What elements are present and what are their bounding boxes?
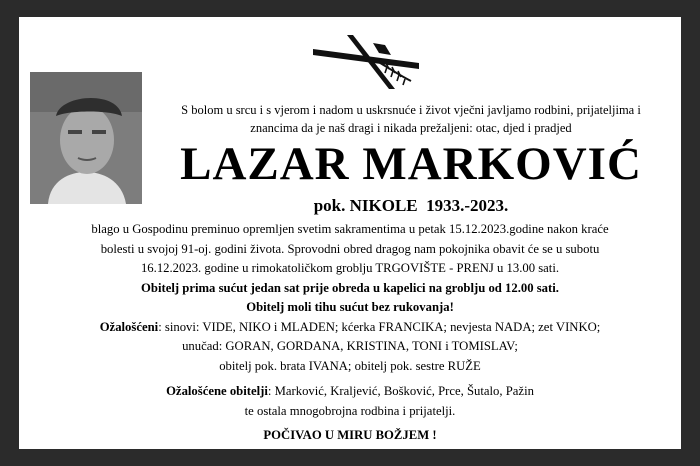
- deceased-name: LAZAR MARKOVIĆ: [180, 138, 642, 190]
- families-label: Ožalošćene obitelji: [166, 384, 268, 398]
- body-line: blago u Gospodinu preminuo opremljen svetim sakramentima u petak 15.12.2023.godine nakon kraće: [91, 222, 609, 236]
- intro-text: [147, 101, 675, 137]
- cross-with-palm-icon: [307, 31, 425, 91]
- families-list: : Marković, Kraljević, Bošković, Prce, Šutalo, Pažin: [267, 384, 534, 398]
- portrait-photo: [30, 72, 142, 204]
- body-line: obitelj pok. brata IVANA; obitelj pok. sestre RUŽE: [219, 358, 481, 373]
- mourners-list: : sinovi: VIDE, NIKO i MLADEN; kćerka FRANCIKA; nevjesta NADA; zet VINKO;: [158, 319, 601, 334]
- obituary-card: [19, 17, 681, 449]
- intro-line: S bolom u srcu i s vjerom i nadom u uskrsnuće i život vječni javljamo rodbini, prijateljima i: [181, 103, 641, 117]
- obituary-body: [29, 220, 671, 446]
- condolence-request: Obitelj moli tihu sućut bez rukovanja!: [246, 300, 454, 314]
- body-line: te ostala mnogobrojna rodbina i prijatelji.: [244, 403, 456, 418]
- body-line: unučad: GORAN, GORDANA, KRISTINA, TONI i TOMISLAV;: [182, 339, 518, 353]
- closing-line: POČIVAO U MIRU BOŽJEM !: [263, 428, 437, 442]
- condolence-note: Obitelj prima sućut jedan sat prije obreda u kapelici na groblju od 12.00 sati.: [141, 280, 559, 295]
- mourners-line: [29, 318, 671, 338]
- deceased-subtitle: pok. NIKOLE 1933.-2023.: [313, 196, 509, 215]
- body-line: bolesti u svojoj 91-oj. godini života. Sprovodni obred dragog nam pokojnika obavit će se u subotu: [100, 241, 600, 256]
- intro-line: znancima da je naš dragi i nikada prežaljeni: otac, djed i pradjed: [250, 121, 572, 135]
- families-line: [29, 382, 671, 402]
- body-line: 16.12.2023. godine u rimokatoličkom groblju TRGOVIŠTE - PRENJ u 13.00 sati.: [140, 261, 560, 275]
- mourners-label: Ožalošćeni: [99, 319, 159, 334]
